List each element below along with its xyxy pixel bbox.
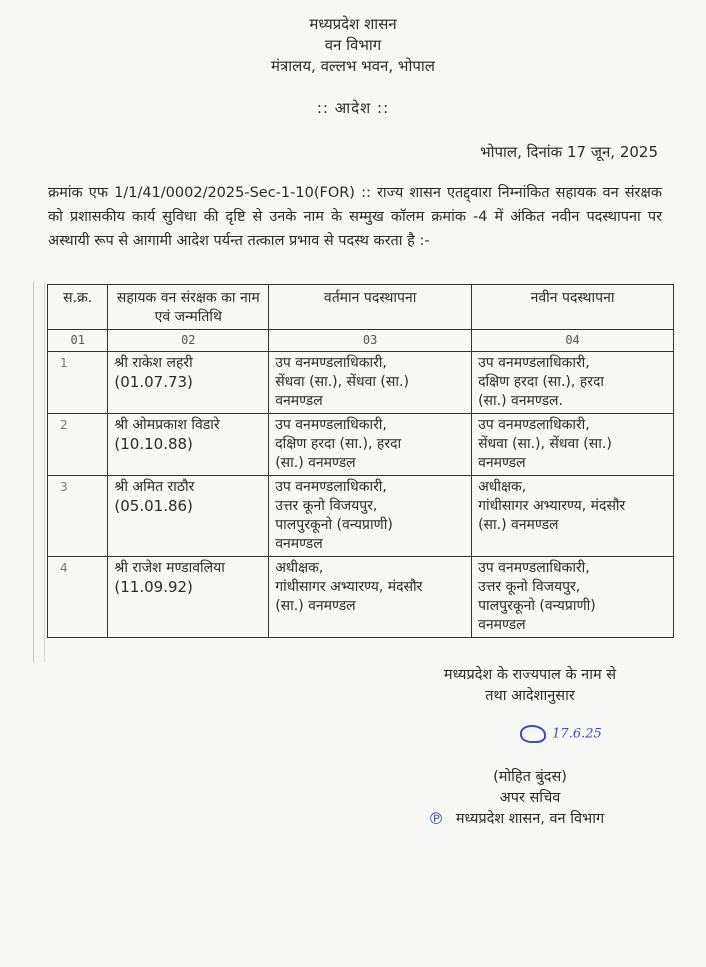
- new-posting-cell: [472, 476, 674, 557]
- new-posting-line: गांधीसागर अभ्यारण्य, मंदसौर: [478, 498, 626, 514]
- officer-designation: अपर सचिव: [499, 790, 561, 806]
- new-posting-line: दक्षिण हरदा (सा.), हरदा: [478, 374, 605, 390]
- table-row: [48, 414, 674, 476]
- serial-no: 1: [48, 352, 108, 414]
- officer-dob: (05.01.86): [114, 497, 193, 515]
- current-posting-line: उप वनमण्डलाधिकारी,: [275, 479, 387, 495]
- header-current-posting: वर्तमान पदस्थापना: [269, 285, 472, 330]
- new-posting-line: उप वनमण्डलाधिकारी,: [478, 355, 590, 371]
- current-posting-line: गांधीसागर अभ्यारण्य, मंदसौर: [275, 579, 423, 595]
- letterhead: [0, 14, 706, 77]
- officer-dob: (11.09.92): [114, 578, 193, 596]
- table-row: [48, 557, 674, 638]
- handwritten-signature: [520, 725, 602, 743]
- column-number-row: [48, 330, 674, 352]
- header-officer-name: सहायक वन संरक्षक का नाम एवं जन्मतिथि: [108, 285, 269, 330]
- scan-margin-lines: [33, 282, 45, 662]
- current-posting-line: दक्षिण हरदा (सा.), हरदा: [275, 436, 402, 452]
- signature-scribble-icon: [520, 725, 546, 743]
- current-posting-line: वनमण्डल: [275, 393, 323, 409]
- dateline: भोपाल, दिनांक 17 जून, 2025: [480, 143, 658, 161]
- posting-table: [47, 284, 674, 638]
- new-posting-line: (सा.) वनमण्डल: [478, 517, 559, 533]
- column-number: 02: [108, 330, 269, 352]
- new-posting-cell: [472, 352, 674, 414]
- officer-name: श्री अमित राठौर: [114, 479, 195, 495]
- current-posting-line: पालपुरकूनो (वन्यप्राणी): [275, 517, 393, 533]
- new-posting-line: वनमण्डल: [478, 617, 526, 633]
- new-posting-line: पालपुरकूनो (वन्यप्राणी): [478, 598, 596, 614]
- column-number: 04: [472, 330, 674, 352]
- table-row: [48, 352, 674, 414]
- officer-dob: (10.10.88): [114, 435, 193, 453]
- current-posting-line: उत्तर कूनो विजयपुर,: [275, 498, 378, 514]
- letterhead-address: मंत्रालय, वल्लभ भवन, भोपाल: [271, 57, 435, 75]
- current-posting-line: उप वनमण्डलाधिकारी,: [275, 355, 387, 371]
- letterhead-government: मध्यप्रदेश शासन: [309, 15, 397, 33]
- current-posting-line: वनमण्डल: [275, 536, 323, 552]
- signoff-line-1: मध्यप्रदेश के राज्यपाल के नाम से: [443, 667, 617, 683]
- serial-no: 4: [48, 557, 108, 638]
- order-number-label: क्रमांक एफ: [48, 185, 108, 201]
- authority-signoff: [380, 665, 680, 707]
- order-body-text: :: राज्य शासन एतद्द्वारा निम्नांकित सहायक वन संरक्षक को प्रशासकीय कार्य सुविधा की दृष्टि से उनके नाम के सम्मुख कॉलम क्रमांक -4 में अंकित नवीन पदस्थापना पर अस्थायी रूप से आगामी आदेश पर्यन्त तत्काल प्रभाव से पदस्थ करता है :-: [48, 185, 663, 249]
- order-number: 1/1/41/0002/2025-Sec-1-10(FOR): [114, 185, 355, 201]
- serial-no: 2: [48, 414, 108, 476]
- new-posting-cell: [472, 414, 674, 476]
- current-posting-cell: [269, 414, 472, 476]
- officer-name: श्री राजेश मण्डावलिया: [114, 560, 225, 576]
- new-posting-line: सेंधवा (सा.), सेंधवा (सा.): [478, 436, 612, 452]
- officer-cell: [108, 557, 269, 638]
- new-posting-line: (सा.) वनमण्डल.: [478, 393, 564, 409]
- current-posting-cell: [269, 352, 472, 414]
- current-posting-cell: [269, 476, 472, 557]
- new-posting-line: अधीक्षक,: [478, 479, 527, 495]
- ink-initial-mark-icon: ℗: [428, 809, 444, 828]
- table-header-row: [48, 285, 674, 330]
- column-number: 01: [48, 330, 108, 352]
- current-posting-line: अधीक्षक,: [275, 560, 324, 576]
- signature-date: 17.6.25: [552, 726, 602, 742]
- officer-cell: [108, 476, 269, 557]
- officer-name: श्री राकेश लहरी: [114, 355, 193, 371]
- new-posting-line: उत्तर कूनो विजयपुर,: [478, 579, 581, 595]
- officer-signatory-name: (मोहित बुंदस): [493, 769, 567, 785]
- signoff-line-2: तथा आदेशानुसार: [485, 688, 575, 704]
- column-number: 03: [269, 330, 472, 352]
- current-posting-cell: [269, 557, 472, 638]
- current-posting-line: (सा.) वनमण्डल: [275, 455, 356, 471]
- current-posting-line: (सा.) वनमण्डल: [275, 598, 356, 614]
- current-posting-line: उप वनमण्डलाधिकारी,: [275, 417, 387, 433]
- new-posting-line: उप वनमण्डलाधिकारी,: [478, 560, 590, 576]
- new-posting-line: वनमण्डल: [478, 455, 526, 471]
- table-row: [48, 476, 674, 557]
- officer-department: मध्यप्रदेश शासन, वन विभाग: [455, 811, 605, 827]
- header-new-posting: नवीन पदस्थापना: [472, 285, 674, 330]
- new-posting-cell: [472, 557, 674, 638]
- officer-cell: [108, 414, 269, 476]
- letterhead-department: वन विभाग: [324, 36, 382, 54]
- officer-dob: (01.07.73): [114, 373, 193, 391]
- order-body: [48, 181, 662, 253]
- current-posting-line: सेंधवा (सा.), सेंधवा (सा.): [275, 374, 409, 390]
- new-posting-line: उप वनमण्डलाधिकारी,: [478, 417, 590, 433]
- order-title: :: आदेश ::: [316, 99, 390, 117]
- officer-name: श्री ओमप्रकाश विडारे: [114, 417, 220, 433]
- header-serial-no: स.क्र.: [48, 285, 108, 330]
- officer-cell: [108, 352, 269, 414]
- serial-no: 3: [48, 476, 108, 557]
- signing-officer: [380, 767, 680, 830]
